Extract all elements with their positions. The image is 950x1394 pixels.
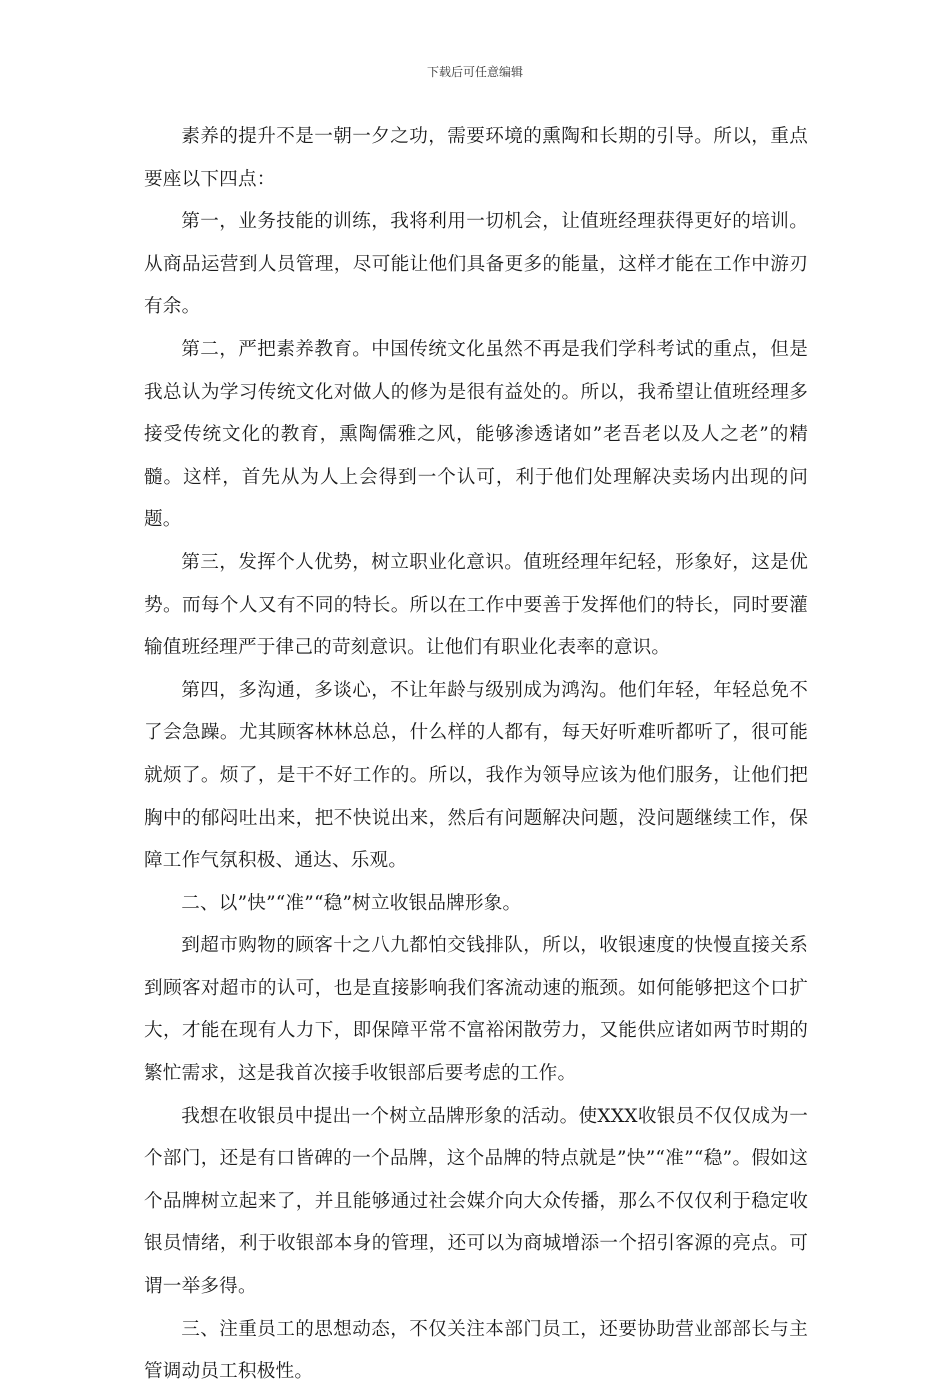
document-body [144,116,808,1394]
page-header: 下载后可任意编辑 [426,65,523,79]
section-heading-3: 三、注重员工的思想动态，不仅关注本部门员工，还要协助营业部部长与主管调动员工积极性。 [144,1318,808,1383]
section-heading-2: 二、以”快”“准”“稳”树立收银品牌形象。 [181,892,522,914]
paragraph-3: 第二，严把素养教育。中国传统文化虽然不再是我们学科考试的重点，但是我总认为学习传统文化对做人的修为是很有益处的。所以，我希望让值班经理多接受传统文化的教育，熏陶儒雅之风，能够渗透诸如”老吾老以及人之老”的精髓。这样，首先从为人上会得到一个认可，利于他们处理解决卖场内出现的问题。 [144,338,808,531]
paragraph-2: 第一，业务技能的训练，我将利用一切机会，让值班经理获得更好的培训。从商品运营到人员管理，尽可能让他们具备更多的能量，这样才能在工作中游刃有余。 [144,211,808,318]
paragraph-6: 到超市购物的顾客十之八九都怕交钱排队，所以，收银速度的快慢直接关系到顾客对超市的认可，也是直接影响我们客流动速的瓶颈。如何能够把这个口扩大，才能在现有人力下，即保障平常不富裕闲散劳力，又能供应诸如两节时期的繁忙需求，这是我首次接手收银部后要考虑的工作。 [144,935,808,1085]
paragraph-5: 第四，多沟通，多谈心，不让年龄与级别成为鸿沟。他们年轻，年轻总免不了会急躁。尤其顾客林林总总，什么样的人都有，每天好听难听都听了，很可能就烦了。烦了，是干不好工作的。所以，我作为领导应该为他们服务，让他们把胸中的郁闷吐出来，把不快说出来，然后有问题解决问题，没问题继续工作，保障工作气氛积极、通达、乐观。 [144,679,808,872]
paragraph-4: 第三，发挥个人优势，树立职业化意识。值班经理年纪轻，形象好，这是优势。而每个人又有不同的特长。所以在工作中要善于发挥他们的特长，同时要灌输值班经理严于律己的苛刻意识。让他们有职业化表率的意识。 [144,551,808,659]
paragraph-7: 我想在收银员中提出一个树立品牌形象的活动。使XXX收银员不仅仅成为一个部门，还是有口皆碑的一个品牌，这个品牌的特点就是”快”“准”“稳”。假如这个品牌树立起来了，并且能够通过社会媒介向大众传播，那么不仅仅利于稳定收银员情绪，利于收银部本身的管理，还可以为商城增添一个招引客源的亮点。可谓一举多得。 [144,1105,808,1298]
paragraph-1: 素养的提升不是一朝一夕之功，需要环境的熏陶和长期的引导。所以，重点要座以下四点： [144,126,808,190]
